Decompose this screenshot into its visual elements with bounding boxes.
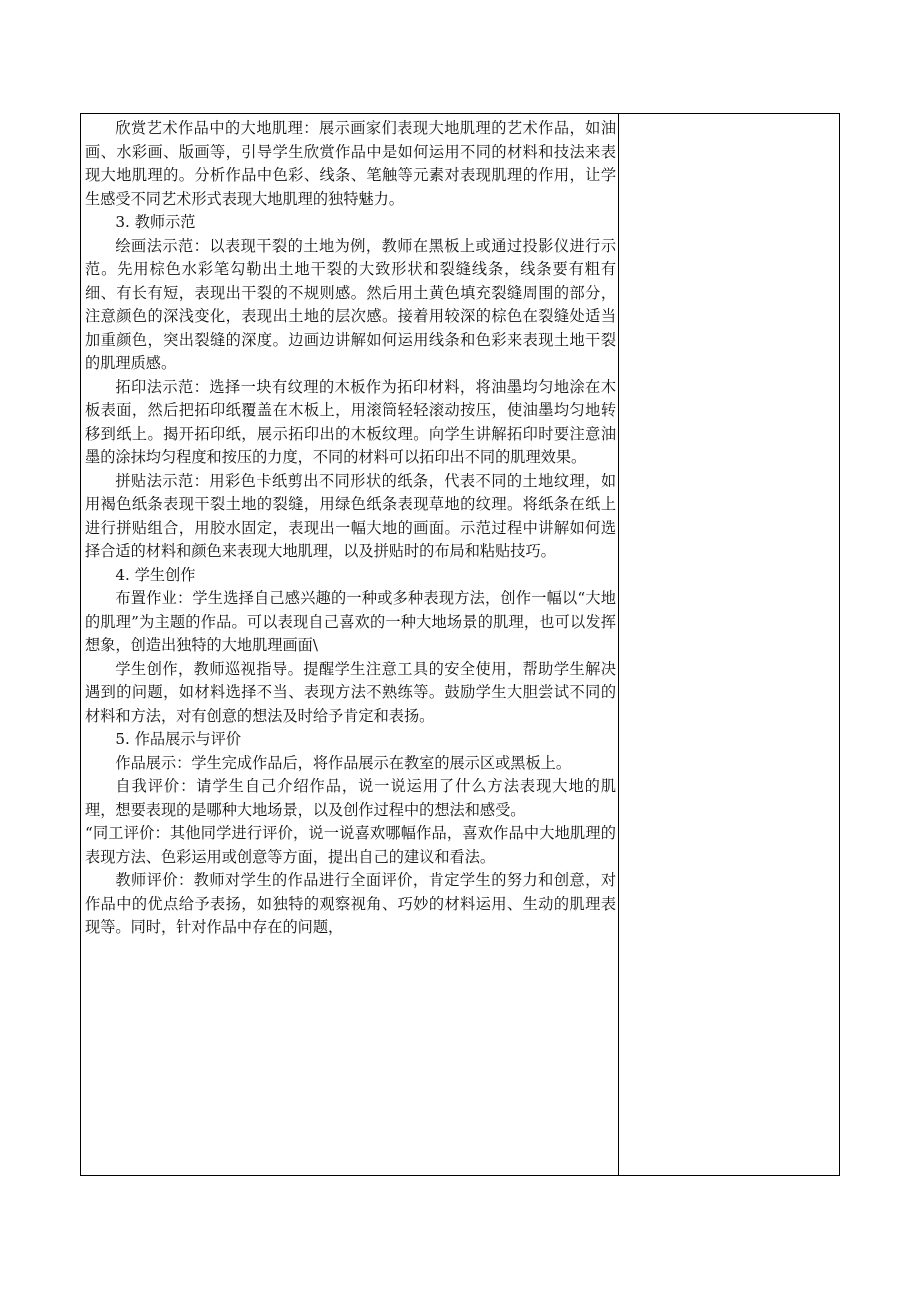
rubbing-demo-paragraph: 拓印法示范：选择一块有纹理的木板作为拓印材料，将油墨均匀地涂在木板表面，然后把拓印纸覆盖在木板上，用滚筒轻轻滚动按压，使油墨均匀地转移到纸上。揭开拓印纸，展示拓印出的木板纹理。向学生讲解拓印时要注意油墨的涂抹均匀程度和按压的力度，不同的材料可以拓印出不同的肌理效果。: [85, 377, 616, 466]
appreciation-paragraph: 欣赏艺术作品中的大地肌理：展示画家们表现大地肌理的艺术作品，如油画、水彩画、版画等，引导学生欣赏作品中是如何运用不同的材料和技法来表现大地肌理的。分析作品中色彩、线条、笔触等元素对表现肌理的作用，让学生感受不同艺术形式表现大地肌理的独特魅力。: [85, 119, 616, 208]
self-evaluation-paragraph: 自我评价：请学生自己介绍作品，说一说运用了什么方法表现大地的肌理，想要表现的是哪种大地场景，以及创作过程中的想法和感受。: [85, 777, 616, 819]
section-heading-display-evaluation: 5. 作品展示与评价: [115, 730, 242, 748]
collage-demo-paragraph: 拼贴法示范：用彩色卡纸剪出不同形状的纸条，代表不同的土地纹理，如用褐色纸条表现干裂土地的裂缝，用绿色纸条表现草地的纹理。将纸条在纸上进行拼贴组合，用胶水固定，表现出一幅大地的画面。示范过程中讲解如何选择合适的材料和颜色来表现大地肌理，以及拼贴时的布局和粘贴技巧。: [85, 471, 616, 560]
section-heading-teacher-demo: 3. 教师示范: [115, 213, 196, 231]
section-heading-student-creation: 4. 学生创作: [115, 565, 196, 584]
teacher-evaluation-paragraph: 教师评价：教师对学生的作品进行全面评价，肯定学生的努力和创意，对作品中的优点给予表扬，如独特的观察视角、巧妙的材料运用、生动的肌理表现等。同时，针对作品中存在的问题，: [85, 871, 616, 936]
guidance-paragraph: 学生创作，教师巡视指导。提醒学生注意工具的安全使用，帮助学生解决遇到的问题，如材料选择不当、表现方法不熟练等。鼓励学生大胆尝试不同的材料和方法，对有创意的想法及时给予肯定和表扬。: [85, 659, 616, 725]
display-paragraph: 作品展示：学生完成作品后，将作品展示在教室的展示区或黑板上。: [115, 753, 572, 772]
painting-demo-paragraph: 绘画法示范：以表现干裂的土地为例，教师在黑板上或通过投影仪进行示范。先用棕色水彩笔勾勒出土地干裂的大致形状和裂缝线条，线条要有粗有细、有长有短，表现出干裂的不规则感。然后用土黄色填充裂缝周围的部分，注意颜色的深浅变化，表现出土地的层次感。接着用较深的棕色在裂缝处适当加重颜色，突出裂缝的深度。边画边讲解如何运用线条和色彩来表现土地干裂的肌理质感。: [85, 236, 616, 372]
lesson-content-cell: [81, 114, 619, 1175]
peer-evaluation-paragraph: “同工评价：其他同学进行评价，说一说喜欢哪幅作品，喜欢作品中大地肌理的表现方法、色彩运用或创意等方面，提出自己的建议和看法。: [85, 824, 616, 866]
lesson-plan-table: [80, 113, 840, 1176]
assignment-paragraph: 布置作业：学生选择自己感兴趣的一种或多种表现方法，创作一幅以“大地的肌理”为主题的作品。可以表现自己喜欢的一种大地场景的肌理，也可以发挥想象，创造出独特的大地肌理画面\: [85, 589, 616, 654]
notes-cell: [619, 114, 839, 1175]
